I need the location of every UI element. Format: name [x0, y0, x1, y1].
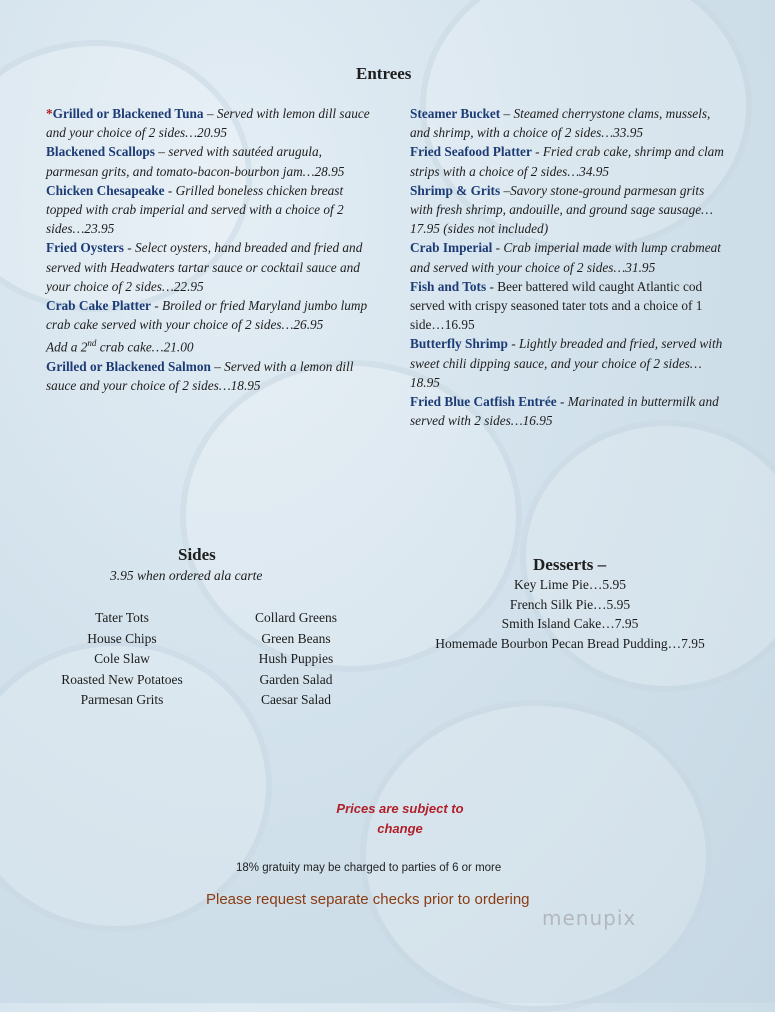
desserts-list	[385, 575, 755, 653]
separate-checks-notice: Please request separate checks prior to ordering	[206, 891, 530, 908]
item-description: - Marinated in buttermilk and served with 2 sides…16.95	[410, 394, 719, 429]
item-description: – Served with a lemon dill sauce and your choice of 2 sides…18.95	[46, 359, 354, 394]
side-item: Tater Tots	[95, 610, 149, 625]
item-description: - Grilled boneless chicken breast topped with crab imperial and served with a choice of 2 sides…23.95	[46, 182, 344, 237]
item-name: Fried Oysters	[46, 240, 124, 256]
item-description: - Beer battered wild caught Atlantic cod served with crispy seasoned tater tots and a choice of 1 side…16.95	[410, 278, 703, 333]
sides-subtitle: 3.95 when ordered ala carte	[110, 568, 263, 583]
dessert-item: French Silk Pie…5.95	[509, 596, 631, 612]
menu-item: *Grilled or Blackened Tuna – Served with lemon dill sauce and your choice of 2 sides…20.95	[46, 106, 370, 141]
side-item: Roasted New Potatoes	[61, 671, 183, 687]
item-name: Grilled or Blackened Salmon	[46, 359, 211, 375]
item-name: Fish and Tots	[410, 278, 487, 294]
item-name: Butterfly Shrimp	[410, 336, 508, 352]
side-item: Caesar Salad	[260, 692, 332, 708]
item-description: - Crab imperial made with lump crabmeat and served with your choice of 2 sides…31.95	[410, 240, 721, 275]
side-item: Hush Puppies	[258, 651, 334, 667]
gratuity-notice: 18% gratuity may be charged to parties of 6 or more	[236, 862, 502, 874]
watermark-logo: menupix	[542, 906, 637, 930]
item-description: - Broiled or fried Maryland jumbo lump crab cake served with your choice of 2 sides…26.95	[46, 298, 368, 333]
sides-left-list	[44, 608, 200, 711]
menu-item	[46, 357, 376, 395]
item-name: Shrimp & Grits	[410, 182, 501, 198]
item-description: – Served with lemon dill sauce and your choice of 2 sides…20.95	[46, 106, 370, 141]
dessert-item: Homemade Bourbon Pecan Bread Pudding…7.95	[435, 635, 705, 651]
sides-right-list	[226, 608, 366, 711]
item-name: Fried Seafood Platter	[410, 144, 532, 160]
menu-item	[410, 277, 728, 335]
entrees-right-column	[410, 104, 728, 430]
item-name: Steamer Bucket	[410, 106, 501, 121]
side-item: House Chips	[87, 630, 157, 646]
item-name: Crab Cake Platter	[46, 298, 151, 314]
dessert-item: Key Lime Pie…5.95	[513, 577, 627, 592]
side-item: Cole Slaw	[94, 651, 150, 667]
menu-item	[410, 334, 728, 392]
side-item: Collard Greens	[254, 610, 338, 625]
addon-line: Add a 2nd crab cake…21.00	[46, 338, 194, 355]
item-description: – Steamed cherrystone clams, mussels, and shrimp, with a choice of 2 sides…33.95	[410, 106, 711, 141]
menu-item	[46, 296, 376, 334]
menu-item	[410, 238, 728, 276]
menu-item	[46, 238, 376, 296]
item-description: – served with sautéed arugula, parmesan grits, and tomato-bacon-bourbon jam…28.95	[46, 144, 345, 179]
menu-item	[410, 181, 728, 239]
item-name: Blackened Scallops	[46, 144, 155, 160]
side-item: Green Beans	[261, 630, 331, 646]
item-name: Chicken Chesapeake	[46, 182, 165, 198]
item-description: - Select oysters, hand breaded and fried and served with Headwaters tartar sauce or cocktail sauce and your choice of 2 sides…22.95	[46, 240, 363, 294]
price-notice: Prices are subject to change	[336, 801, 464, 836]
desserts-title: Desserts –	[533, 555, 607, 574]
menu-item	[410, 392, 728, 430]
item-name: Crab Imperial	[410, 240, 493, 256]
menu-item	[410, 142, 728, 180]
side-item: Garden Salad	[259, 671, 333, 687]
background-swirl	[360, 700, 712, 1012]
item-name: Fried Blue Catfish Entrée	[410, 394, 557, 410]
entrees-title: Entrees	[356, 64, 412, 83]
item-description: - Lightly breaded and fried, served with sweet chili dipping sauce, and your choice of 2 sides…18.95	[410, 336, 723, 390]
side-item: Parmesan Grits	[80, 692, 164, 708]
item-name: Grilled or Blackened Tuna	[52, 106, 204, 121]
item-description: –Savory stone-ground parmesan grits with fresh shrimp, andouille, and ground sage sausage…17.95 (sides not included)	[410, 182, 714, 237]
menu-item	[46, 142, 376, 180]
menu-item	[46, 181, 376, 239]
entrees-left-column	[46, 104, 376, 395]
menu-item	[410, 104, 728, 142]
sides-title: Sides	[178, 545, 216, 564]
dessert-item: Smith Island Cake…7.95	[501, 616, 639, 632]
item-description: - Fried crab cake, shrimp and clam strips with a choice of 2 sides…34.95	[410, 144, 724, 179]
